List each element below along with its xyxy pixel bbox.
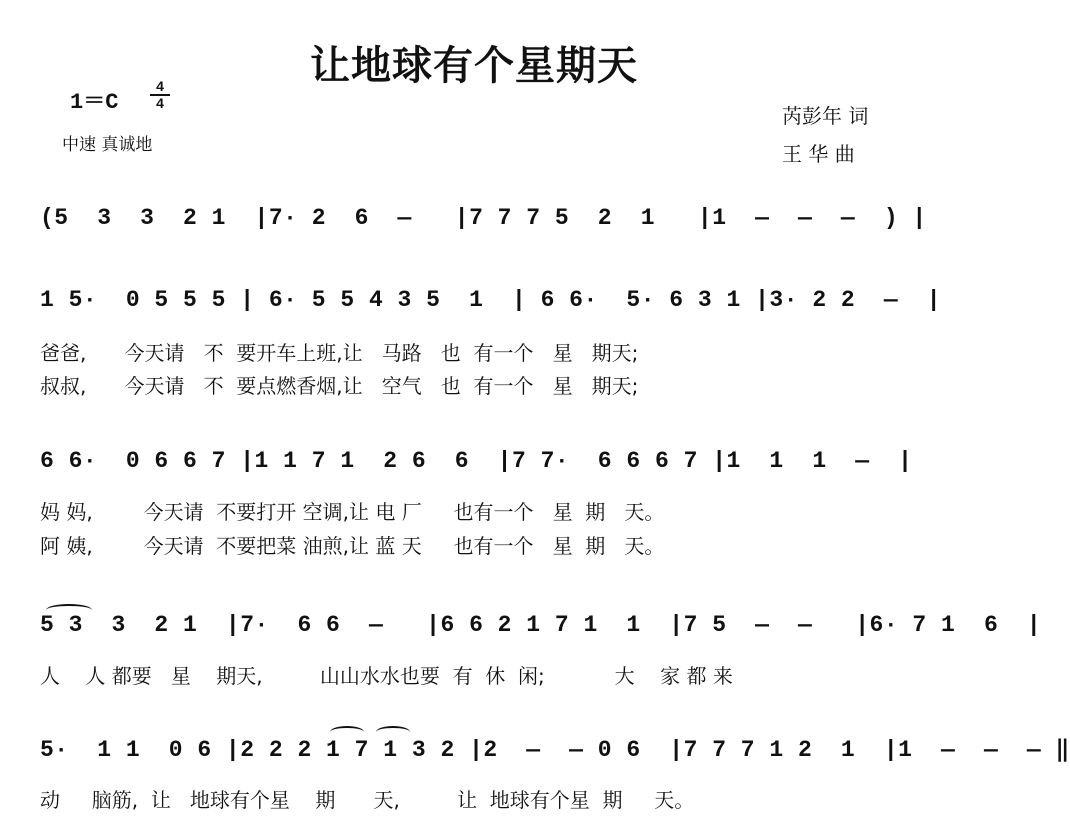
notation-row-2: 1 5· 0 5 5 5 | 6· 5 5 4 3 5 1 | 6 6· 5· 6 3 1 |3· 2 2 — | <box>40 287 942 313</box>
tempo-marking: 中速 真诚地 <box>62 135 153 155</box>
lyric-row-5: 动 脑筋, 让 地球有个星 期 天, 让 地球有个星 期 天。 <box>40 788 695 812</box>
lyric-row-3-verse-1: 妈 妈, 今天请 不要打开 空调,让 电 厂 也有一个 星 期 天。 <box>40 500 665 524</box>
lyric-row-2-verse-2: 叔叔, 今天请 不 要点燃香烟,让 空气 也 有一个 星 期天; <box>40 374 639 398</box>
song-title: 让地球有个星期天 <box>310 43 638 89</box>
lyric-row-3-verse-2: 阿 姨, 今天请 不要把菜 油煎,让 蓝 天 也有一个 星 期 天。 <box>40 534 665 558</box>
lyricist-credit: 芮彭年 词 <box>782 104 869 128</box>
key-signature: 1＝C <box>70 90 119 115</box>
time-signature-top: 4 <box>156 78 164 94</box>
composer-credit: 王 华 曲 <box>782 142 855 166</box>
notation-row-4: 5 3 3 2 1 |7· 6 6 — |6 6 2 1 7 1 1 |7 5 — — |6· 7 1 6 | <box>40 612 1042 638</box>
notation-row-5: 5· 1 1 0 6 |2 2 2 1 7 1 3 2 |2 — — 0 6 |7 7 7 1 2 1 |1 — — — ‖ <box>40 737 1070 763</box>
lyric-row-4: 人 人 都要 星 期天, 山山水水也要 有 休 闲; 大 家 都 来 <box>40 664 733 688</box>
time-signature <box>148 80 172 110</box>
notation-row-1: (5 3 3 2 1 |7· 2 6 — |7 7 7 5 2 1 |1 — — — ) | <box>40 205 927 231</box>
lyric-row-2-verse-1: 爸爸, 今天请 不 要开车上班,让 马路 也 有一个 星 期天; <box>40 341 639 365</box>
notation-row-3: 6 6· 0 6 6 7 |1 1 7 1 2 6 6 |7 7· 6 6 6 7 |1 1 1 — | <box>40 448 913 474</box>
time-signature-bottom: 4 <box>156 95 164 111</box>
